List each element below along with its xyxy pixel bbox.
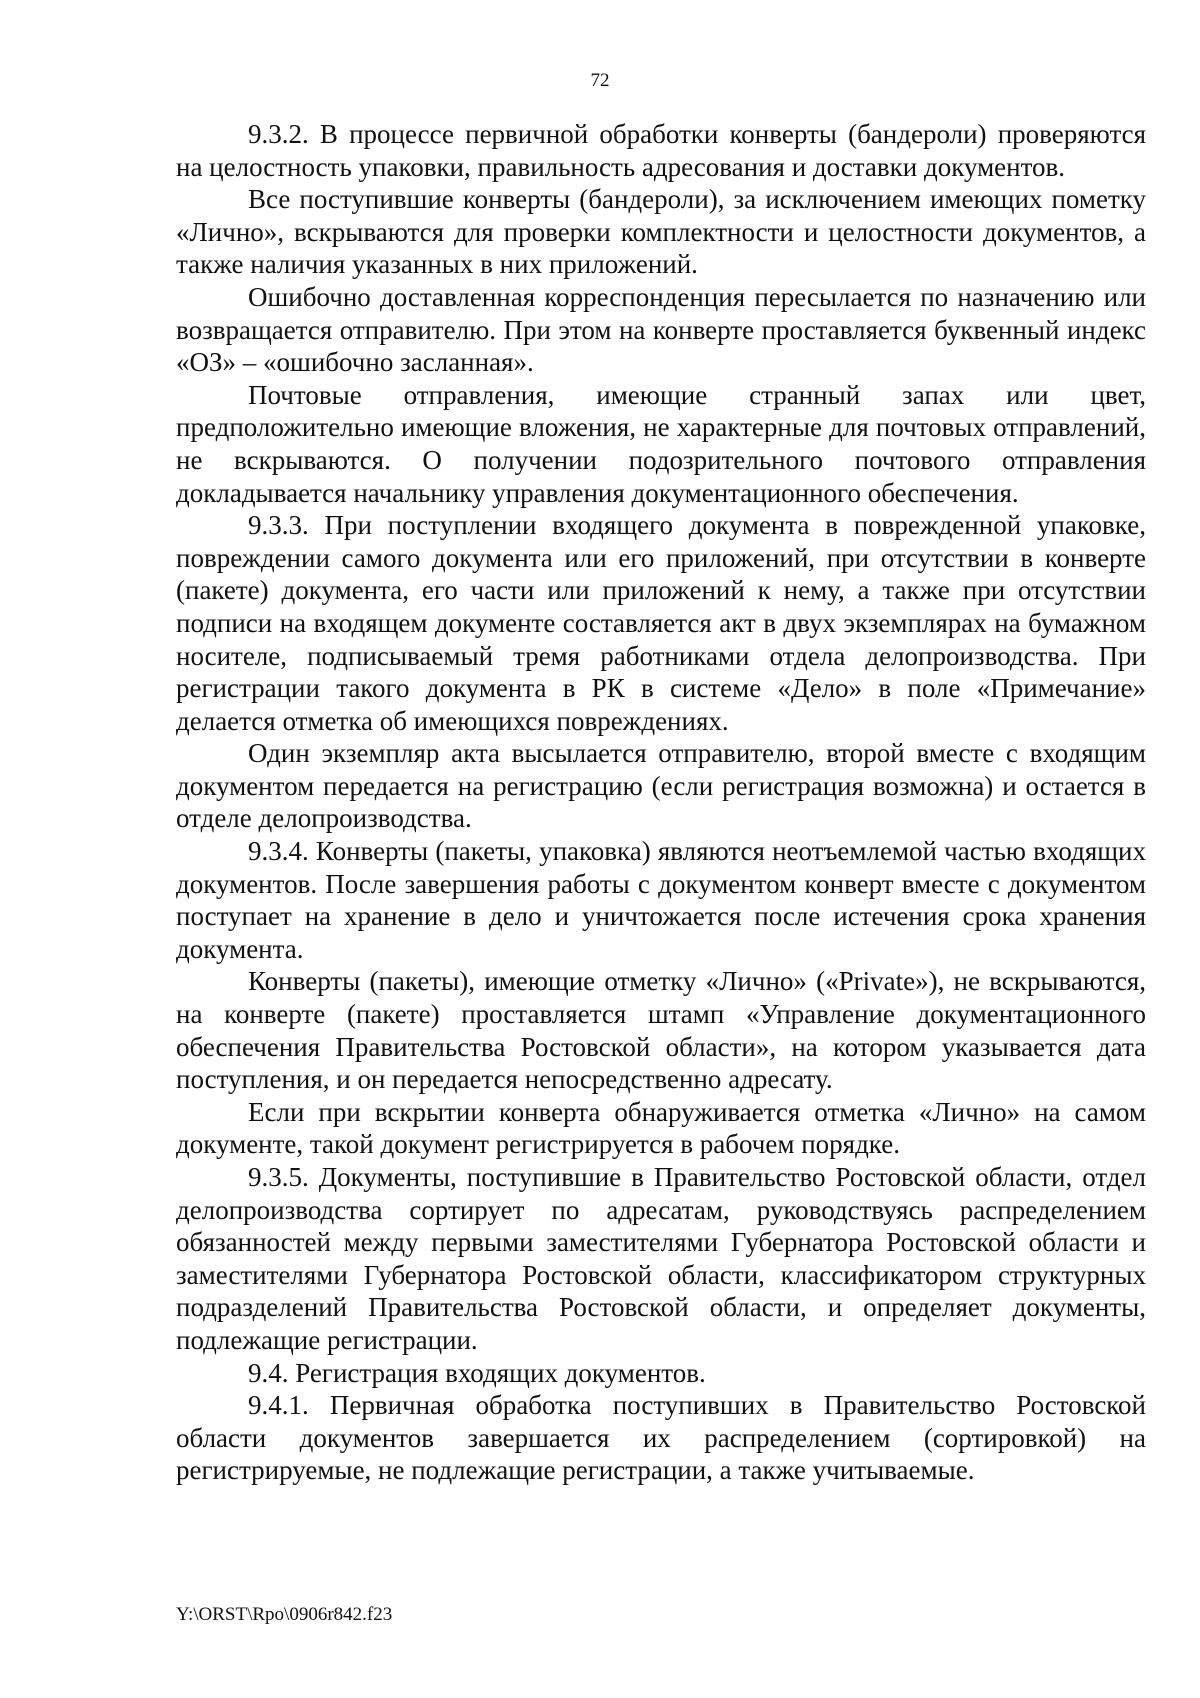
paragraph-act-copies: Один экземпляр акта высылается отправителю, второй вместе с входящим документом передается на регистрацию (если регистрация возможна) и остается в отделе делопроизводства.: [176, 738, 1146, 834]
page-number: 72: [590, 70, 610, 91]
paragraph-9-3-2: 9.3.2. В процессе первичной обработки конверты (бандероли) проверяются на целостность упаковки, правильность адресования и доставки документов.: [176, 119, 1146, 182]
paragraph-9-3-5: 9.3.5. Документы, поступившие в Правительство Ростовской области, отдел делопроизводства сортирует по адресатам, руководствуясь распределением обязанностей между первыми заместителями Губернатора Ростовской области и заместителями Губернатора Ростовской области, классификатором структурных подразделений Правительства Ростовской области, и определяет документы, подлежащие регистрации.: [176, 1162, 1146, 1355]
paragraph-9-3-3: 9.3.3. При поступлении входящего документа в поврежденной упаковке, повреждении самого документа или его приложений, при отсутствии в конверте (пакете) документа, его части или приложений к нему, а также при отсутствии подписи на входящем документе составляется акт в двух экземплярах на бумажном носителе, подписываемый тремя работниками отдела делопроизводства. При регистрации такого документа в РК в системе «Дело» в поле «Примечание» делается отметка об имеющихся повреждениях.: [176, 510, 1146, 736]
paragraph-misdelivered-mail: Ошибочно доставленная корреспонденция пересылается по назначению или возвращается отправителю. При этом на конверте проставляется буквенный индекс «ОЗ» – «ошибочно засланная».: [176, 281, 1146, 378]
document-body: [176, 118, 1146, 1487]
heading-9-4: 9.4. Регистрация входящих документов.: [248, 1357, 706, 1388]
paragraph-opened-envelopes: Все поступившие конверты (бандероли), за исключением имеющих пометку «Лично», вскрываются для проверки комплектности и целостности документов, а также наличия указанных в них приложений.: [176, 184, 1146, 280]
paragraph-private-mark-on-document: Если при вскрытии конверта обнаруживается отметка «Лично» на самом документе, такой документ регистрируется в рабочем порядке.: [176, 1096, 1146, 1160]
paragraph-suspicious-mail: Почтовые отправления, имеющие странный запах или цвет, предположительно имеющие вложения, не характерные для почтовых отправлений, не вскрываются. О получении подозрительного почтового отправления докладывается начальнику управления документационного обеспечения.: [176, 379, 1146, 508]
paragraph-9-3-4: 9.3.4. Конверты (пакеты, упаковка) являются неотъемлемой частью входящих документов. После завершения работы с документом конверт вместе с документом поступает на хранение в дело и уничтожается после истечения срока хранения документа.: [176, 836, 1146, 964]
file-path-footer: Y:\ORST\Rpo\0906r842.f23: [176, 1604, 393, 1625]
paragraph-private-envelopes: Конверты (пакеты), имеющие отметку «Лично» («Private»), не вскрываются, на конверте (пакете) проставляется штамп «Управление документационного обеспечения Правительства Ростовской области», на котором указывается дата поступления, и он передается непосредственно адресату.: [176, 966, 1146, 1095]
paragraph-9-4-1: 9.4.1. Первичная обработка поступивших в Правительство Ростовской области документов завершается их распределением (сортировкой) на регистрируемые, не подлежащие регистрации, а также учитываемые.: [176, 1390, 1146, 1486]
